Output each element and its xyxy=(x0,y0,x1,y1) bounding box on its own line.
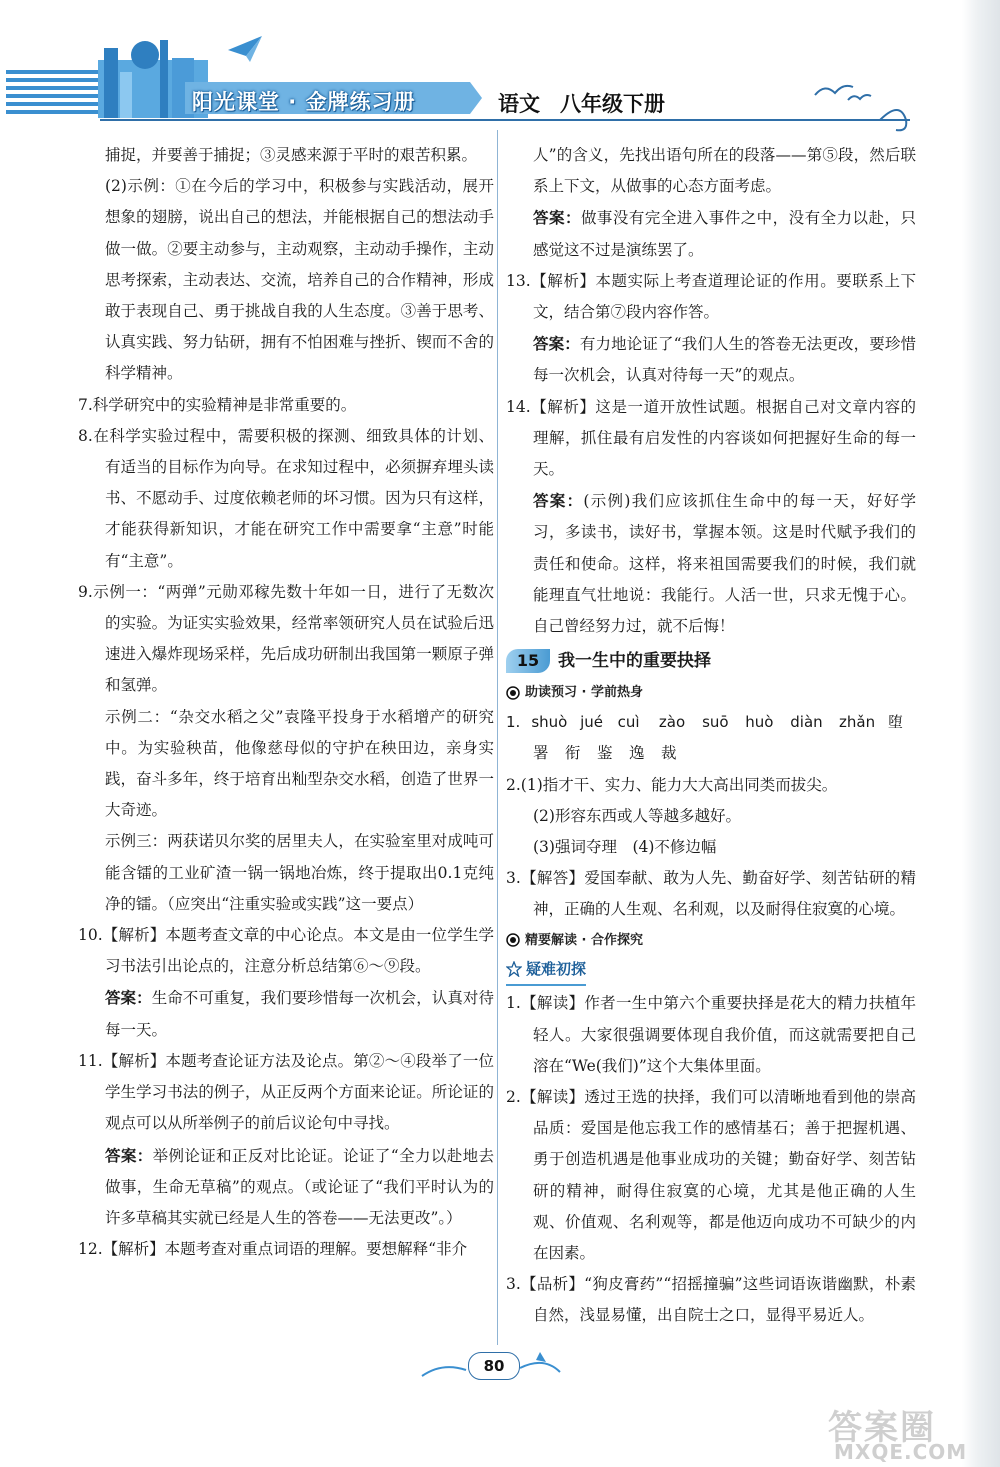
page-edge-shadow xyxy=(962,0,1000,1467)
answer-paragraph xyxy=(78,826,494,920)
right-column-analysis xyxy=(506,988,916,1331)
paragraph-text: (2)形容东西或人等越多越好。 xyxy=(533,806,741,825)
answer-paragraph xyxy=(506,1269,916,1331)
pinyin-list xyxy=(506,707,916,738)
pinyin-item: zhǎn xyxy=(839,713,876,732)
answer-paragraph xyxy=(506,770,916,801)
character-item: 衔 xyxy=(565,744,581,763)
section-heading-analysis xyxy=(506,926,916,955)
paragraph-text: 生命不可重复，我们要珍惜每一次机会，认真对待每一天。 xyxy=(105,989,494,1039)
paragraph-text: 做事没有完全进入事件之中，没有全力以赴，只感觉这不过是演练罢了。 xyxy=(533,209,916,259)
paragraph-text: 示例三：两获诺贝尔奖的居里夫人，在实验室里对成吨可能含镭的工业矿渣一锅一锅地冶炼，终于提取出0.1克纯净的镭。（应突出“注重实验或实践”这一要点） xyxy=(105,832,494,913)
series-title: 阳光课堂 · 金牌练习册 xyxy=(192,90,416,114)
right-column-answers xyxy=(506,140,916,642)
answer-paragraph xyxy=(78,171,494,389)
paragraph-text: 13.【解析】本题实际上考查道理论证的作用。要联系上下文，结合第⑦段内容作答。 xyxy=(506,271,916,322)
section-bullet-icon xyxy=(506,933,520,947)
paper-plane-icon xyxy=(228,36,262,62)
answer-paragraph xyxy=(506,988,916,1082)
section-title: 助读预习 · 学前热身 xyxy=(525,685,643,701)
answer-label: 答案： xyxy=(533,334,580,354)
paragraph-text: (2)示例：①在今后的学习中，积极参与实践活动，展开想象的翅膀，说出自己的想法，并能根据自己的想法动手做一做。②要主动参与，主动观察，主动动手操作，主动思考探索，主动表达、交流，培养自己的合作精神，形成敢于表现自己、勇于挑战自我的人生态度。③善于思考、认真实践、努力钻研，拥有不怕困难与挫折、锲而不舍的科学精神。 xyxy=(105,177,494,383)
birds-icon xyxy=(815,86,871,100)
answer-paragraph xyxy=(78,1046,494,1140)
watermark-text: 答案圈 xyxy=(828,1408,936,1448)
lesson-title: 我一生中的重要抉择 xyxy=(558,650,711,671)
paragraph-text: 示例二：“杂交水稻之父”袁隆平投身于水稻增产的研究中。为实验秧苗，他像慈母似的守护在秧田边，亲身实践，奋斗多年，终于培育出籼型杂交水稻，创造了世界一大奇迹。 xyxy=(105,707,494,820)
paragraph-text: 10.【解析】本题考查文章的中心论点。本文是由一位学生学习书法引出论点的，注意分析总结第⑥～⑨段。 xyxy=(78,926,494,976)
paragraph-text: 8.在科学实验过程中，需要积极的探测、细致具体的计划、有适当的目标作为向导。在求知过程中，必须摒弃埋头读书、不愿动手、过度依赖老师的坏习惯。因为只有这样，才能获得新知识，才能在研究工作中需要拿“主意”时能有“主意”。 xyxy=(78,426,494,570)
character-item: 署 xyxy=(533,744,549,763)
page-footer xyxy=(420,1346,580,1390)
character-item: 裁 xyxy=(661,744,677,763)
character-item: 鉴 xyxy=(597,744,613,763)
section-bullet-icon xyxy=(506,686,520,700)
paragraph-text: 捕捉，并要善于捕捉；③灵感来源于平时的艰苦积累。 xyxy=(105,146,478,164)
paragraph-text: 14.【解析】这是一道开放性试题。根据自己对文章内容的理解，抓住最有启发性的内容谈如何把握好生命的每一天。 xyxy=(506,397,916,479)
subsection-title: 疑难初探 xyxy=(526,959,587,978)
right-column xyxy=(506,140,916,1332)
pinyin-item: jué xyxy=(580,713,604,732)
pinyin-answer xyxy=(506,707,916,769)
answer-paragraph xyxy=(78,1140,494,1235)
column-divider xyxy=(497,130,498,1345)
pinyin-item: 堕 xyxy=(887,713,903,732)
left-column xyxy=(78,140,494,1265)
lesson-heading xyxy=(506,646,916,676)
paragraph-text: 有力地论证了“我们人生的答卷无法更改，要珍惜每一次机会，认真对待每一天”的观点。 xyxy=(533,335,916,385)
answer-paragraph xyxy=(78,702,494,827)
paragraph-text: 举例论证和正反对比论证。论证了“全力以赴地去做事，生命无草稿”的观点。（或论证了“我们平时认为的许多草稿其实就已经是人生的答卷——无法更改”。） xyxy=(105,1146,494,1227)
section-heading-preview xyxy=(506,678,916,707)
answer-paragraph xyxy=(506,328,916,391)
character-item: 逸 xyxy=(629,744,645,763)
answer-paragraph xyxy=(506,863,916,925)
lesson-number: 15 xyxy=(506,649,550,673)
paragraph-text: 2.(1)指才干、实力、能力大大高出同类而拔尖。 xyxy=(506,775,838,794)
paragraph-text: 7.科学研究中的实验精神是非常重要的。 xyxy=(78,395,357,414)
answer-paragraph xyxy=(506,832,916,863)
pinyin-item: cuì xyxy=(617,713,640,732)
header-banner-graphic xyxy=(0,0,1000,160)
paragraph-text: 9.示例一：“两弹”元勋邓稼先数十年如一日，进行了无数次的实验。为证实实验效果，经常率领研究人员在试验后迅速进入爆炸现场采样，先后成功研制出我国第一颗原子弹和氢弹。 xyxy=(78,582,494,695)
paragraph-text: 人”的含义，先找出语句所在的段落——第⑤段，然后联系上下文，从做事的心态方面考虑。 xyxy=(533,146,916,196)
section-title: 精要解读 · 合作探究 xyxy=(525,932,643,948)
answer-paragraph xyxy=(506,392,916,486)
watermark-logo xyxy=(818,1400,998,1464)
answer-paragraph xyxy=(78,577,494,702)
answer-paragraph xyxy=(78,421,494,577)
right-column-vocab xyxy=(506,770,916,926)
paragraph-text: 1.【解读】作者一生中第六个重要抉择是花大的精力扶植年轻人。大家很强调要体现自我价值，而这就需要把自己溶在“We(我们)”这个大集体里面。 xyxy=(506,994,916,1075)
answer-paragraph xyxy=(78,1234,494,1265)
paragraph-text: 3.【品析】“狗皮膏药”“招摇撞骗”这些词语诙谐幽默，朴素自然，浅显易懂，出自院士之口，显得平易近人。 xyxy=(506,1275,916,1325)
subject-label: 语文 xyxy=(498,92,540,116)
answer-paragraph xyxy=(506,1082,916,1269)
paragraph-text: (示例)我们应该抓住生命中的每一天，好好学习，多读书，读好书，掌握本领。这是时代赋予我们的责任和使命。这样，将来祖国需要我们的时候，我们就能理直气壮地说：我能行。人活一世，只求无愧于心。自己曾经努力过，就不后悔！ xyxy=(533,492,916,636)
paragraph-text: 2.【解读】透过王选的抉择，我们可以清晰地看到他的崇高品质：爱国是他忘我工作的感情基石；善于把握机遇、勇于创造机遇是他事业成功的关键；勤奋好学、刻苦钻研的精神，耐得住寂寞的心境，尤其是他正确的人生观、价值观、名利观等，都是他迈向成功不可缺少的内在因素。 xyxy=(506,1087,916,1262)
paragraph-text: 12.【解析】本题考查对重点词语的理解。要想解释“非介 xyxy=(78,1240,468,1259)
answer-paragraph xyxy=(506,485,916,642)
pinyin-item: diàn xyxy=(790,713,823,732)
answer-paragraph xyxy=(506,202,916,265)
answer-label: 答案： xyxy=(533,491,584,511)
page-number: 80 xyxy=(468,1352,520,1380)
pinyin-item: huò xyxy=(745,713,774,732)
paragraph-text: 11.【解析】本题考查论证方法及论点。第②～④段举了一位学生学习书法的例子，从正反两个方面来论证。所论证的观点可以从所举例子的前后议论句中寻找。 xyxy=(78,1051,494,1133)
character-list xyxy=(506,738,916,769)
answer-label: 答案： xyxy=(105,1145,153,1165)
answer-paragraph xyxy=(506,801,916,832)
answer-paragraph xyxy=(78,920,494,982)
pinyin-item: zào xyxy=(658,713,686,732)
page-header xyxy=(0,0,1000,160)
pinyin-item: suō xyxy=(702,713,729,732)
star-icon xyxy=(506,961,522,977)
answer-label: 答案： xyxy=(533,208,581,228)
item-number: 1. xyxy=(506,713,521,732)
grade-label: 八年级下册 xyxy=(560,92,665,116)
answer-paragraph xyxy=(506,140,916,202)
answer-label: 答案： xyxy=(105,988,152,1008)
paragraph-text: 3.【解答】爱国奉献、敢为人先、勤奋好学、刻苦钻研的精神，正确的人生观、名利观，以及耐得住寂寞的心境。 xyxy=(506,869,916,919)
subsection-heading xyxy=(506,955,586,986)
answer-paragraph xyxy=(506,266,916,328)
answer-paragraph xyxy=(78,140,494,171)
watermark-url: MXQE.COM xyxy=(834,1440,968,1464)
answer-paragraph xyxy=(78,390,494,421)
answer-paragraph xyxy=(78,982,494,1045)
stripes-decoration xyxy=(6,70,98,114)
paragraph-text: (3)强词夺理 (4)不修边幅 xyxy=(533,838,717,857)
pinyin-item: shuò xyxy=(531,713,568,732)
